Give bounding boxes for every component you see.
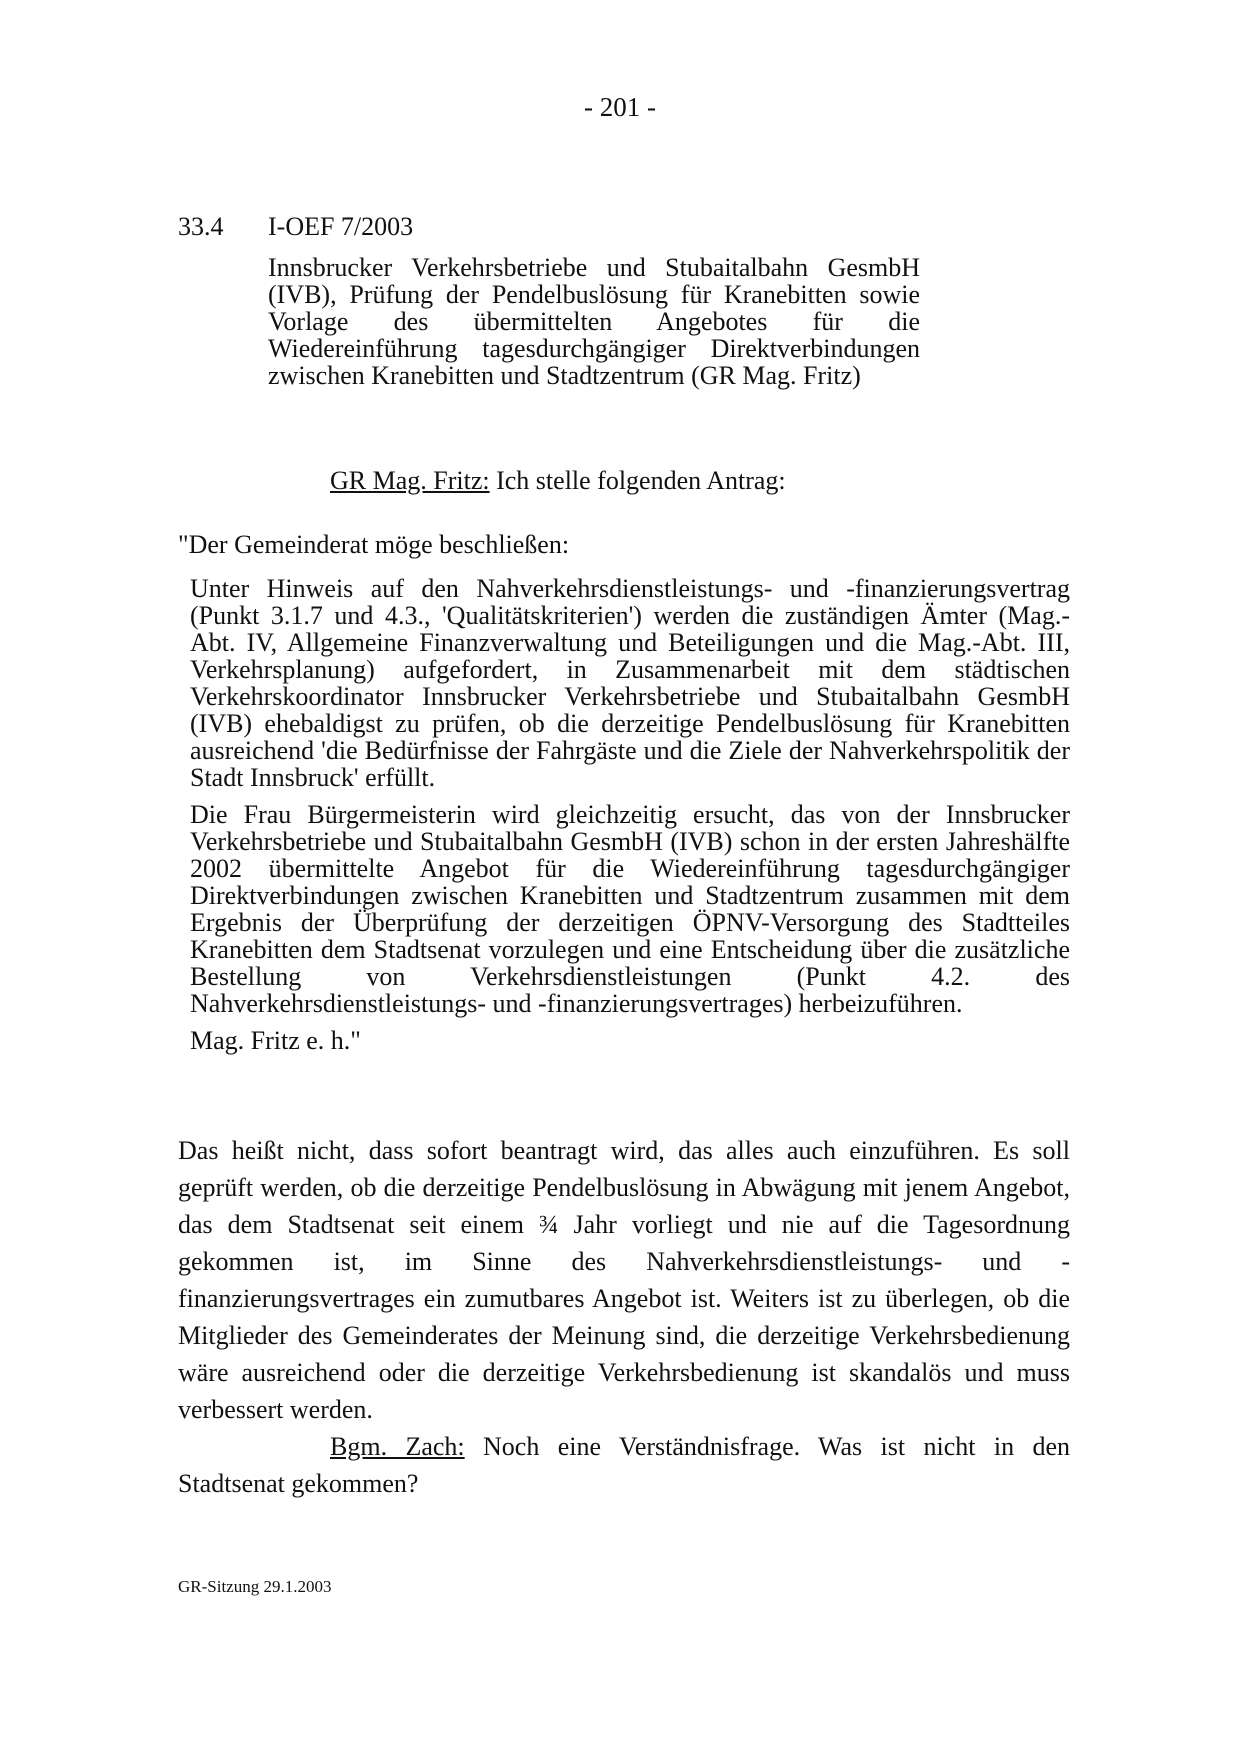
page-number: - 201 - xyxy=(584,92,656,122)
speaker-name: Bgm. Zach: xyxy=(330,1432,465,1461)
agenda-item-title: Innsbrucker Verkehrsbetriebe und Stubaitalbahn GesmbH (IVB), Prüfung der Pendelbuslösung für Kranebitten sowie Vorlage des übermittelten Angebotes für die Wiedereinführung tagesdurchgängiger Direktverbindungen zwischen Kranebitten und Stadtzentrum (GR Mag. Fritz) xyxy=(268,253,920,390)
speaker-name: GR Mag. Fritz: xyxy=(330,466,490,495)
agenda-item-number: 33.4 xyxy=(178,212,224,241)
reply-statement xyxy=(178,1428,1070,1502)
motion-opening: "Der Gemeinderat möge beschließen: xyxy=(178,530,570,559)
intro-text: Ich stelle folgenden Antrag: xyxy=(489,466,786,495)
motion-paragraph: Unter Hinweis auf den Nahverkehrsdienstleistungs- und -finanzierungsvertrag (Punkt 3.1.7 und 4.3., 'Qualitätskriterien') werden die zuständigen Ämter (Mag.-Abt. IV, Allgemeine Finanzverwaltung und Beteiligungen und die Mag.-Abt. III, Verkehrsplanung) aufgefordert, in Zusammenarbeit mit dem städtischen Verkehrskoordinator Innsbrucker Verkehrsbetriebe und Stubaitalbahn GesmbH (IVB) ehebaldigst zu prüfen, ob die derzeitige Pendelbuslösung für Kranebitten ausreichend 'die Bedürfnisse der Fahrgäste und die Ziele der Nahverkehrspolitik der Stadt Innsbruck' erfüllt. xyxy=(190,574,1070,792)
reply-text: Noch eine Verständnisfrage. Was ist nicht in den Stadtsenat gekommen? xyxy=(178,1432,1070,1498)
motion-body xyxy=(190,575,1070,1054)
speech-paragraph: Das heißt nicht, dass sofort beantragt wird, das alles auch einzuführen. Es soll geprüft werden, ob die derzeitige Pendelbuslösung in Abwägung mit jenem Angebot, das dem Stadtsenat seit einem ¾ Jahr vorliegt und nie auf die Tagesordnung gekommen ist, im Sinne des Nahverkehrsdienstleistungs- und -finanzierungsvertrages ein zumutbares Angebot ist. Weiters ist zu überlegen, ob die Mitglieder des Gemeinderates der Meinung sind, die derzeitige Verkehrsbedienung wäre ausreichend oder die derzeitige Verkehrsbedienung ist skandalös und muss verbessert werden. xyxy=(178,1136,1070,1424)
motion-signature: Mag. Fritz e. h." xyxy=(190,1026,361,1055)
intro-statement xyxy=(178,462,1070,499)
footer-session-date: GR-Sitzung 29.1.2003 xyxy=(178,1577,332,1596)
speech-block xyxy=(178,1132,1070,1502)
agenda-item-reference: I-OEF 7/2003 xyxy=(268,212,414,241)
motion-paragraph: Die Frau Bürgermeisterin wird gleichzeitig ersucht, das von der Innsbrucker Verkehrsbetriebe und Stubaitalbahn GesmbH (IVB) schon in der ersten Jahreshälfte 2002 übermittelte Angebot für die Wiedereinführung tagesdurchgängiger Direktverbindungen zwischen Kranebitten und Stadtzentrum zusammen mit dem Ergebnis der Überprüfung der derzeitigen ÖPNV-Versorgung des Stadtteiles Kranebitten dem Stadtsenat vorzulegen und eine Entscheidung über die zusätzliche Bestellung von Verkehrsdienstleistungen (Punkt 4.2. des Nahverkehrsdienstleistungs- und -finanzierungsvertrages) herbeizuführen. xyxy=(190,800,1070,1018)
